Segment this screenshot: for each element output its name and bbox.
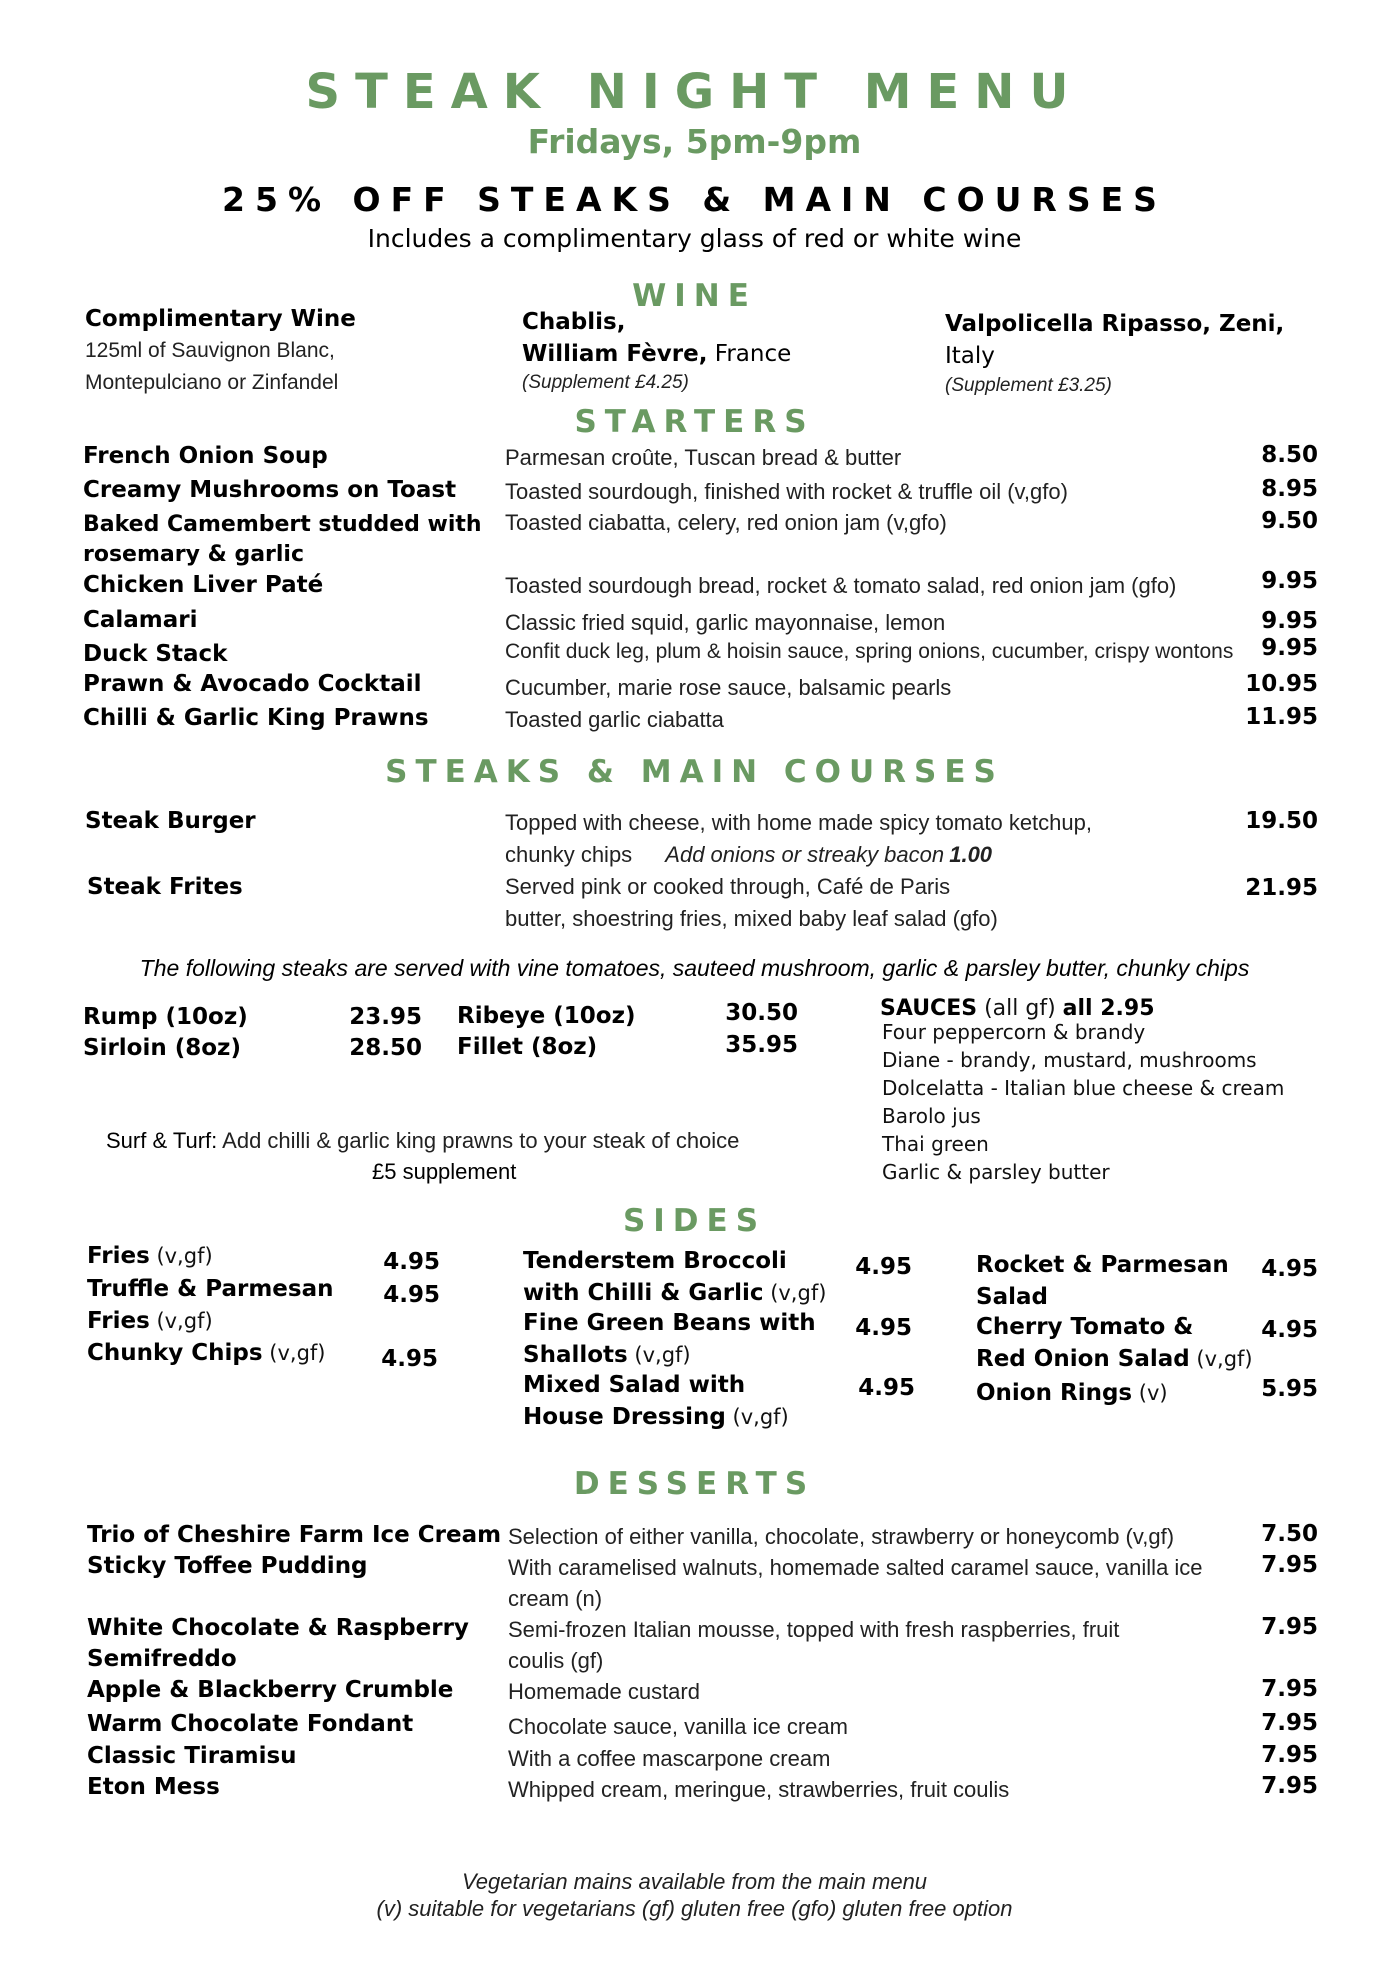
sauce-item: Garlic & parsley butter [882, 1160, 1110, 1184]
wine-chablis-name: Chablis, [522, 309, 626, 335]
starter-desc: Toasted sourdough bread, rocket & tomato salad, red onion jam (gfo) [505, 573, 1177, 598]
starter-price: 11.95 [1245, 704, 1318, 730]
side-item [87, 1243, 213, 1269]
main-burger-addon-price: 1.00 [949, 842, 993, 867]
dessert-desc-line-2: cream (n) [508, 1586, 603, 1611]
side-tag: (v,gf) [149, 1244, 213, 1268]
starter-name-line-2: rosemary & garlic [83, 542, 305, 567]
surf-turf-desc: Add chilli & garlic king prawns to your steak of choice [217, 1128, 740, 1153]
side-name: Chunky Chips [87, 1340, 263, 1366]
sauce-item: Diane - brandy, mustard, mushrooms [882, 1048, 1257, 1072]
mains-heading: STEAKS & MAIN COURSES [385, 754, 1004, 790]
desserts-heading: DESSERTS [573, 1466, 816, 1502]
side-tag: (v) [1132, 1381, 1168, 1405]
steaks-note: The following steaks are served with vine tomatoes, sauteed mushroom, garlic & parsley butter, chunky chips [139, 955, 1250, 981]
side-price: 4.95 [1261, 1317, 1318, 1343]
surf-turf-label: Surf & Turf: [106, 1128, 218, 1153]
dessert-price: 7.95 [1261, 1552, 1318, 1578]
side-price: 4.95 [383, 1249, 440, 1275]
main-frites-desc: Served pink or cooked through, Café de Paris [505, 874, 951, 899]
dessert-price: 7.95 [1261, 1676, 1318, 1702]
main-frites-desc-2: butter, shoestring fries, mixed baby leaf salad (gfo) [505, 906, 998, 931]
starter-desc: Toasted sourdough, finished with rocket & truffle oil (v,gfo) [505, 479, 1068, 504]
offer-includes: Includes a complimentary glass of red or white wine [367, 224, 1022, 253]
menu-subtitle: Fridays, 5pm-9pm [527, 122, 862, 161]
steak-name: Rump (10oz) [83, 1004, 248, 1030]
dessert-price: 7.50 [1261, 1521, 1318, 1547]
main-burger-price: 19.50 [1245, 808, 1318, 834]
starter-price: 10.95 [1245, 671, 1318, 697]
dessert-name: Trio of Cheshire Farm Ice Cream [87, 1522, 502, 1548]
starter-name: Chicken Liver Paté [83, 572, 324, 598]
dessert-name: Sticky Toffee Pudding [87, 1553, 368, 1579]
starter-name: Baked Camembert studded with [83, 512, 482, 537]
dessert-price: 7.95 [1261, 1742, 1318, 1768]
starter-desc: Cucumber, marie rose sauce, balsamic pearls [505, 675, 952, 700]
dessert-desc: With a coffee mascarpone cream [508, 1746, 831, 1771]
side-price: 4.95 [383, 1282, 440, 1308]
dessert-price: 7.95 [1261, 1710, 1318, 1736]
side-item-line-2 [87, 1308, 213, 1334]
main-burger-desc-2: chunky chips [505, 842, 633, 867]
side-item-line-2 [523, 1280, 826, 1306]
sauces-note: (all gf) [977, 996, 1063, 1021]
dessert-name-line-2: Semifreddo [87, 1646, 237, 1672]
sauces-label: SAUCES [880, 996, 978, 1021]
starter-price: 8.50 [1261, 442, 1318, 468]
wine-valpolicella-supplement: (Supplement £3.25) [945, 375, 1112, 396]
side-price: 4.95 [858, 1375, 915, 1401]
side-name: Onion Rings [976, 1380, 1133, 1406]
side-item-line-2 [523, 1342, 691, 1368]
sauces-price: all 2.95 [1062, 996, 1155, 1021]
dessert-desc: Selection of either vanilla, chocolate, strawberry or honeycomb (v,gf) [508, 1524, 1175, 1549]
side-name-line-2: Shallots [523, 1342, 628, 1368]
footer-dietary-key: (v) suitable for vegetarians (gf) gluten free (gfo) gluten free option [376, 1896, 1013, 1921]
side-name: Cherry Tomato & [976, 1314, 1194, 1340]
starter-name: Calamari [83, 607, 198, 633]
side-price: 4.95 [381, 1346, 438, 1372]
dessert-price: 7.95 [1261, 1773, 1318, 1799]
steak-name: Ribeye (10oz) [457, 1003, 636, 1029]
wine-valpolicella-name: Valpolicella Ripasso, Zeni, [945, 311, 1285, 337]
wine-complimentary-desc-1: 125ml of Sauvignon Blanc, [85, 339, 335, 362]
main-frites-name: Steak Frites [87, 874, 243, 900]
starter-price: 9.50 [1261, 508, 1318, 534]
steak-name: Fillet (8oz) [457, 1034, 598, 1060]
starter-price: 9.95 [1261, 608, 1318, 634]
menu-title: STEAK NIGHT MENU [305, 64, 1084, 120]
side-name: Mixed Salad with [523, 1372, 746, 1398]
dessert-desc: Semi-frozen Italian mousse, topped with fresh raspberries, fruit [508, 1617, 1120, 1642]
side-item-line-2 [523, 1404, 789, 1430]
wine-complimentary-name: Complimentary Wine [85, 306, 356, 332]
main-frites-price: 21.95 [1245, 875, 1318, 901]
side-item [976, 1380, 1168, 1406]
side-tag: (v,gf) [763, 1281, 827, 1305]
sauce-item: Four peppercorn & brandy [882, 1020, 1146, 1044]
dessert-name: Eton Mess [87, 1774, 220, 1800]
sauce-item: Dolcelatta - Italian blue cheese & cream [882, 1076, 1285, 1100]
side-name-line-2: with Chilli & Garlic [523, 1280, 764, 1306]
surf-turf-supplement: £5 supplement [372, 1159, 517, 1184]
wine-chablis-line [522, 341, 791, 367]
side-tag: (v,gf) [725, 1405, 789, 1429]
side-price: 5.95 [1261, 1376, 1318, 1402]
dessert-price: 7.95 [1261, 1614, 1318, 1640]
side-price: 4.95 [1261, 1256, 1318, 1282]
starter-name: Duck Stack [83, 641, 228, 667]
side-item [87, 1340, 325, 1366]
starter-desc: Toasted garlic ciabatta [505, 707, 724, 732]
steak-price: 23.95 [349, 1004, 422, 1030]
sauce-item: Barolo jus [882, 1104, 981, 1128]
wine-chablis-supplement: (Supplement £4.25) [522, 372, 689, 393]
dessert-name: White Chocolate & Raspberry [87, 1615, 469, 1641]
wine-chablis-region: France [707, 341, 792, 367]
side-name-line-2: Red Onion Salad [976, 1346, 1190, 1372]
wine-valpolicella-region: Italy [945, 343, 995, 369]
sides-heading: SIDES [622, 1203, 767, 1239]
side-price: 4.95 [855, 1315, 912, 1341]
side-tag: (v,gf) [262, 1341, 326, 1365]
starter-desc: Parmesan croûte, Tuscan bread & butter [505, 445, 902, 470]
sauce-item: Thai green [882, 1132, 989, 1156]
starter-price: 8.95 [1261, 476, 1318, 502]
steak-price: 30.50 [725, 1000, 798, 1026]
wine-complimentary-desc-2: Montepulciano or Zinfandel [85, 371, 339, 394]
side-item-line-2 [976, 1346, 1253, 1372]
sauces-header [880, 996, 1155, 1021]
starter-name: Prawn & Avocado Cocktail [83, 671, 422, 697]
side-name: Tenderstem Broccoli [523, 1248, 787, 1274]
dessert-desc: Homemade custard [508, 1679, 700, 1704]
side-price: 4.95 [855, 1254, 912, 1280]
main-burger-desc: Topped with cheese, with home made spicy tomato ketchup, [505, 810, 1092, 835]
dessert-name: Apple & Blackberry Crumble [87, 1677, 454, 1703]
starter-price: 9.95 [1261, 568, 1318, 594]
starter-name: Chilli & Garlic King Prawns [83, 705, 429, 731]
side-tag: (v,gf) [627, 1343, 691, 1367]
footer-vegetarian-note: Vegetarian mains available from the main menu [461, 1869, 928, 1894]
dessert-desc: Whipped cream, meringue, strawberries, fruit coulis [508, 1777, 1010, 1802]
side-tag: (v,gf) [1189, 1347, 1253, 1371]
starter-price: 9.95 [1261, 635, 1318, 661]
side-name-line-2: Fries [87, 1308, 150, 1334]
dessert-name: Warm Chocolate Fondant [87, 1711, 414, 1737]
dessert-desc: Chocolate sauce, vanilla ice cream [508, 1714, 848, 1739]
dessert-name: Classic Tiramisu [87, 1743, 297, 1769]
side-name-line-2: House Dressing [523, 1404, 726, 1430]
starter-desc: Toasted ciabatta, celery, red onion jam (v,gfo) [505, 510, 947, 535]
starter-desc: Classic fried squid, garlic mayonnaise, lemon [505, 610, 946, 635]
side-tag: (v,gf) [149, 1309, 213, 1333]
side-name: Fries [87, 1243, 150, 1269]
wine-heading: WINE [632, 278, 757, 314]
starter-desc: Confit duck leg, plum & hoisin sauce, spring onions, cucumber, crispy wontons [505, 640, 1234, 663]
main-burger-name: Steak Burger [85, 808, 256, 834]
dessert-desc: With caramelised walnuts, homemade salted caramel sauce, vanilla ice [508, 1555, 1203, 1580]
side-name: Truffle & Parmesan [87, 1276, 334, 1302]
steak-name: Sirloin (8oz) [83, 1035, 241, 1061]
starters-heading: STARTERS [574, 404, 815, 440]
dessert-desc-line-2: coulis (gf) [508, 1648, 604, 1673]
surf-turf [106, 1128, 739, 1154]
wine-chablis-producer: William Fèvre, [522, 341, 708, 367]
starter-name: French Onion Soup [83, 443, 328, 469]
steak-price: 35.95 [725, 1032, 798, 1058]
steak-price: 28.50 [349, 1035, 422, 1061]
main-burger-desc-line-2 [505, 842, 992, 868]
starter-name: Creamy Mushrooms on Toast [83, 477, 457, 503]
side-name: Rocket & Parmesan [976, 1252, 1229, 1278]
side-name: Fine Green Beans with [523, 1310, 816, 1336]
side-name-line-2: Salad [976, 1284, 1048, 1310]
main-burger-addon: Add onions or streaky bacon [665, 842, 945, 867]
offer-banner: 25% OFF STEAKS & MAIN COURSES [222, 180, 1167, 219]
